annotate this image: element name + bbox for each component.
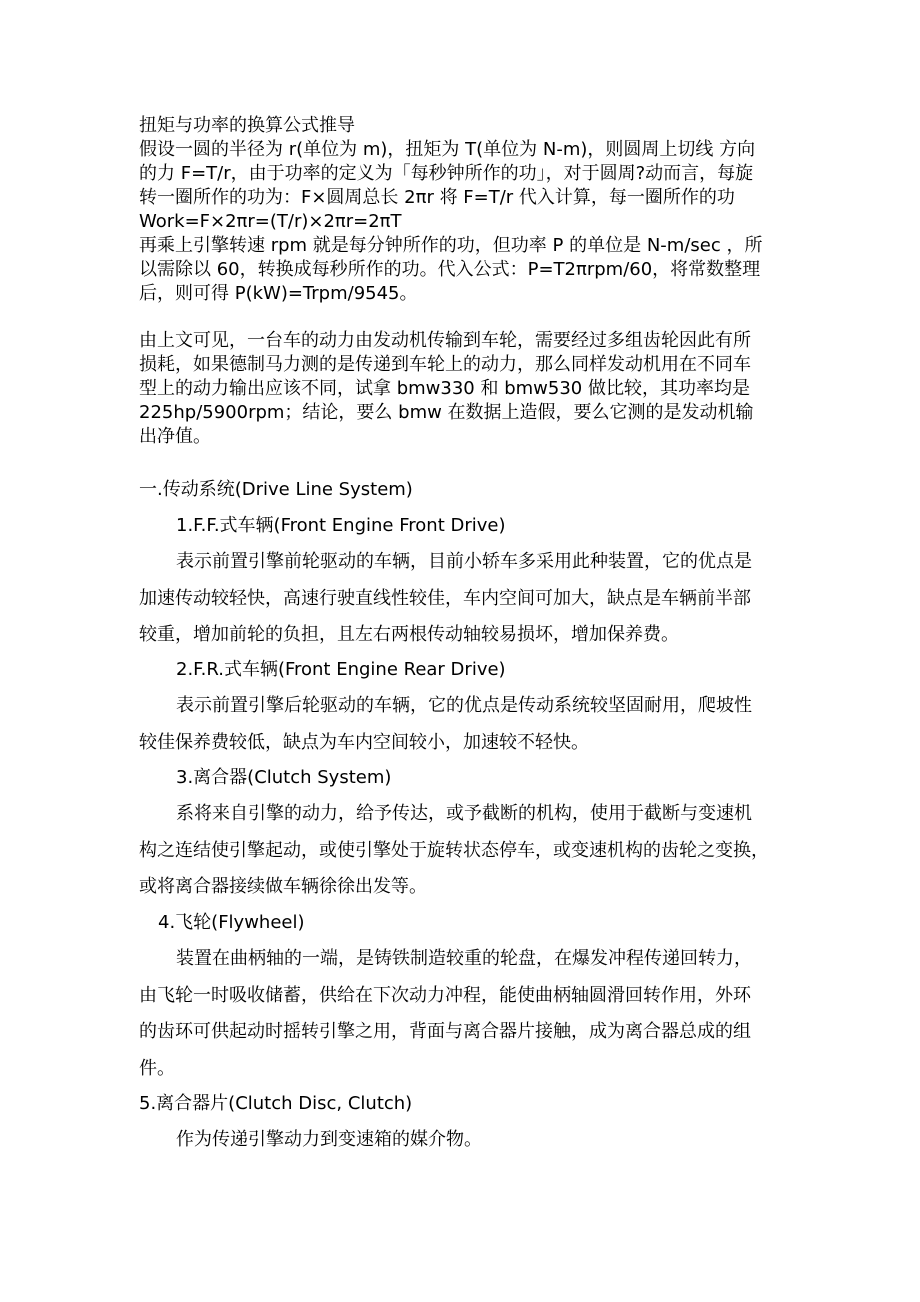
intro-block [139,114,762,306]
item-body-line: 较佳保养费较低，缺点为车内空间较小，加速较不轻快。 [139,731,589,753]
item-body-line: 加速传动较轻快，高速行驶直线性较佳，车内空间可加大，缺点是车辆前半部 [139,587,751,609]
item-heading: 2.F.R.式车辆(Front Engine Rear Drive) [176,659,506,680]
item-body [139,796,769,906]
item-body-line: 构之连结使引擎起动，或使引擎处于旋转状态停车，或变速机构的齿轮之变换， [139,839,769,861]
intro-para1-line: 的力 F=T/r，由于功率的定义为「每秒钟所作的功」，对于圆周?动而言，每旋 [139,163,754,184]
item-body-line: 装置在曲柄轴的一端，是铸铁制造较重的轮盘，在爆发冲程传递回转力， [176,948,752,969]
item-heading: 3.离合器(Clutch System) [176,767,392,788]
intro-para2-line: 由上文可见，一台车的动力由发动机传输到车轮，需要经过多组齿轮因此有所 [139,330,751,351]
intro-para1-line: 以需除以 60，转换成每秒所作的功。代入公式：P=T2πrpm/60，将常数整理 [139,259,761,280]
intro-para2-line: 出净值。 [139,426,211,447]
intro-para2-line: 225hp/5900rpm；结论，要么 bmw 在数据上造假，要么它测的是发动机输 [139,402,754,423]
intro-para2-line: 型上的动力输出应该不同，试拿 bmw330 和 bmw530 做比较，其功率均是 [139,378,750,399]
intro-para1-line: 再乘上引擎转速 rpm 就是每分钟所作的功，但功率 P 的单位是 N-m/sec ，所 [139,235,763,256]
item-body-line: 表示前置引擎前轮驱动的车辆，目前小轿车多采用此种装置，它的优点是 [176,551,752,572]
item-body-line: 表示前置引擎后轮驱动的车辆，它的优点是传动系统较坚固耐用，爬坡性 [176,695,752,716]
item-body-line: 系将来自引擎的动力，给予传达，或予截断的机构，使用于截断与变速机 [176,803,752,824]
item-body-line: 或将离合器接续做车辆徐徐出发等。 [139,876,427,897]
item-body [139,544,752,654]
intro-para1-line: Work=F×2πr=(T/r)×2πr=2πT [139,211,402,232]
item-heading: 1.F.F.式车辆(Front Engine Front Drive) [176,515,506,536]
item-body [139,688,752,761]
intro-para1-line: 后，则可得 P(kW)=Trpm/9545。 [139,283,418,304]
item-body [139,941,752,1087]
intro-para2-line: 损耗，如果德制马力测的是传递到车轮上的动力，那么同样发动机用在不同车 [139,354,751,375]
section-heading: 一.传动系统(Drive Line System) [139,479,413,500]
item-body-line: 由飞轮一时吸收储蓄，供给在下次动力冲程，能使曲柄轴圆滑回转作用，外环 [139,984,751,1006]
intro-heading: 扭矩与功率的换算公式推导 [139,115,355,136]
item-heading: 5.离合器片(Clutch Disc, Clutch) [139,1093,413,1114]
item-body-line: 的齿环可供起动时摇转引擎之用，背面与离合器片接触，成为离合器总成的组 [139,1021,751,1042]
item-body-line: 件。 [139,1057,175,1079]
item-body [139,1122,482,1159]
item-body-line: 较重，增加前轮的负担，且左右两根传动轴较易损坏，增加保养费。 [139,624,679,645]
intro-paragraph-2 [139,329,754,449]
item-heading: 4.飞轮(Flywheel) [158,912,305,933]
item-body-line: 作为传递引擎动力到变速箱的媒介物。 [176,1129,482,1150]
intro-para1-line: 转一圈所作的功为：F×圆周总长 2πr 将 F=T/r 代入计算，每一圈所作的功 [139,187,735,208]
intro-para1-line: 假设一圆的半径为 r(单位为 m)，扭矩为 T(单位为 N-m)，则圆周上切线 方向 [139,139,756,160]
